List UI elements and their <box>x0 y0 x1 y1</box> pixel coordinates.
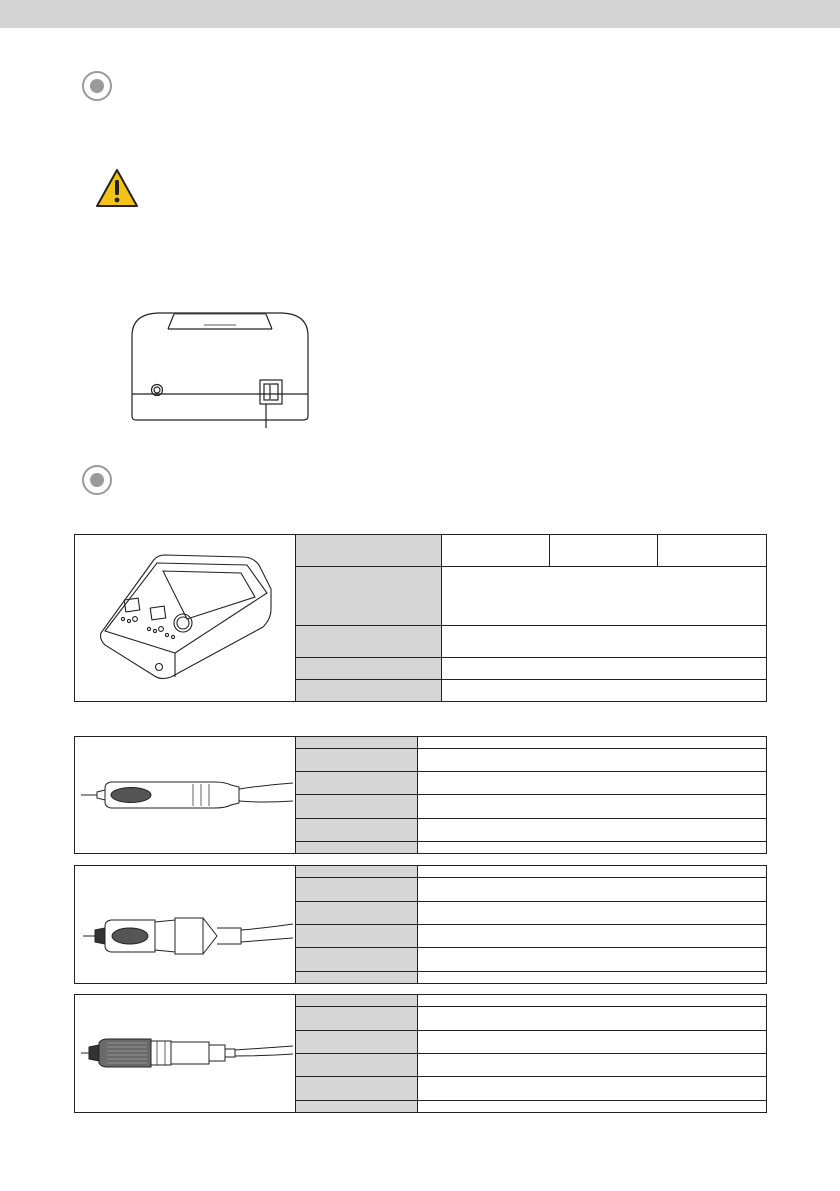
handpiece-1-icon <box>75 737 296 853</box>
spec-label-cell <box>296 971 418 983</box>
section-bullet-icon <box>82 71 112 101</box>
spec-value-cell <box>418 1077 767 1100</box>
control-box-spec-table <box>295 535 766 701</box>
spec-label-cell <box>296 749 418 772</box>
spec-label-cell <box>296 995 418 1007</box>
spec-value-cell <box>442 566 767 625</box>
spec-value-cell <box>418 1100 767 1112</box>
spec-label-cell <box>296 625 442 657</box>
spec-label-cell <box>296 566 442 625</box>
spec-label-cell <box>296 924 418 947</box>
handpiece-spec-block <box>74 865 767 984</box>
spec-value-cell <box>418 901 767 924</box>
spec-value-cell <box>418 841 767 853</box>
spec-value-cell <box>418 818 767 841</box>
control-box-rear-figure <box>128 306 312 436</box>
spec-label-cell <box>296 818 418 841</box>
spec-label-cell <box>296 1053 418 1076</box>
spec-value-cell <box>418 795 767 818</box>
handpiece-2-icon <box>75 866 296 983</box>
control-box-image <box>75 535 297 701</box>
spec-label-cell <box>296 1077 418 1100</box>
spec-value-cell <box>418 749 767 772</box>
spec-value-cell <box>418 737 767 749</box>
spec-label-cell <box>296 1007 418 1030</box>
spec-value-cell <box>442 657 767 679</box>
spec-label-cell <box>296 535 442 566</box>
spec-label-cell <box>296 841 418 853</box>
handpiece-spec-table <box>295 737 766 853</box>
spec-label-cell <box>296 772 418 795</box>
spec-value-cell <box>658 535 767 566</box>
spec-value-cell <box>418 924 767 947</box>
spec-value-cell <box>418 1053 767 1076</box>
section-bullet-icon <box>82 465 112 495</box>
spec-label-cell <box>296 878 418 901</box>
spec-value-cell <box>418 948 767 971</box>
handpiece-image <box>75 866 297 983</box>
handpiece-spec-table <box>295 995 766 1112</box>
spec-value-cell <box>418 1030 767 1053</box>
spec-value-cell <box>550 535 658 566</box>
spec-label-cell <box>296 737 418 749</box>
spec-label-cell <box>296 948 418 971</box>
spec-value-cell <box>418 772 767 795</box>
spec-label-cell <box>296 866 418 878</box>
spec-value-cell <box>418 1007 767 1030</box>
spec-label-cell <box>296 795 418 818</box>
spec-value-cell <box>442 535 550 566</box>
spec-value-cell <box>442 679 767 701</box>
handpiece-spec-block <box>74 736 767 854</box>
spec-value-cell <box>418 995 767 1007</box>
handpiece-3-icon <box>75 995 296 1112</box>
spec-label-cell <box>296 679 442 701</box>
handpiece-spec-table <box>295 866 766 983</box>
spec-value-cell <box>442 625 767 657</box>
spec-value-cell <box>418 971 767 983</box>
control-box-icon <box>75 535 296 701</box>
control-box-spec-block <box>74 534 767 702</box>
header-band <box>0 0 840 28</box>
handpiece-image <box>75 737 297 853</box>
spec-value-cell <box>418 866 767 878</box>
handpiece-image <box>75 995 297 1112</box>
handpiece-spec-block <box>74 994 767 1113</box>
spec-label-cell <box>296 1030 418 1053</box>
spec-label-cell <box>296 657 442 679</box>
spec-label-cell <box>296 1100 418 1112</box>
spec-label-cell <box>296 901 418 924</box>
spec-value-cell <box>418 878 767 901</box>
warning-icon <box>94 167 140 209</box>
